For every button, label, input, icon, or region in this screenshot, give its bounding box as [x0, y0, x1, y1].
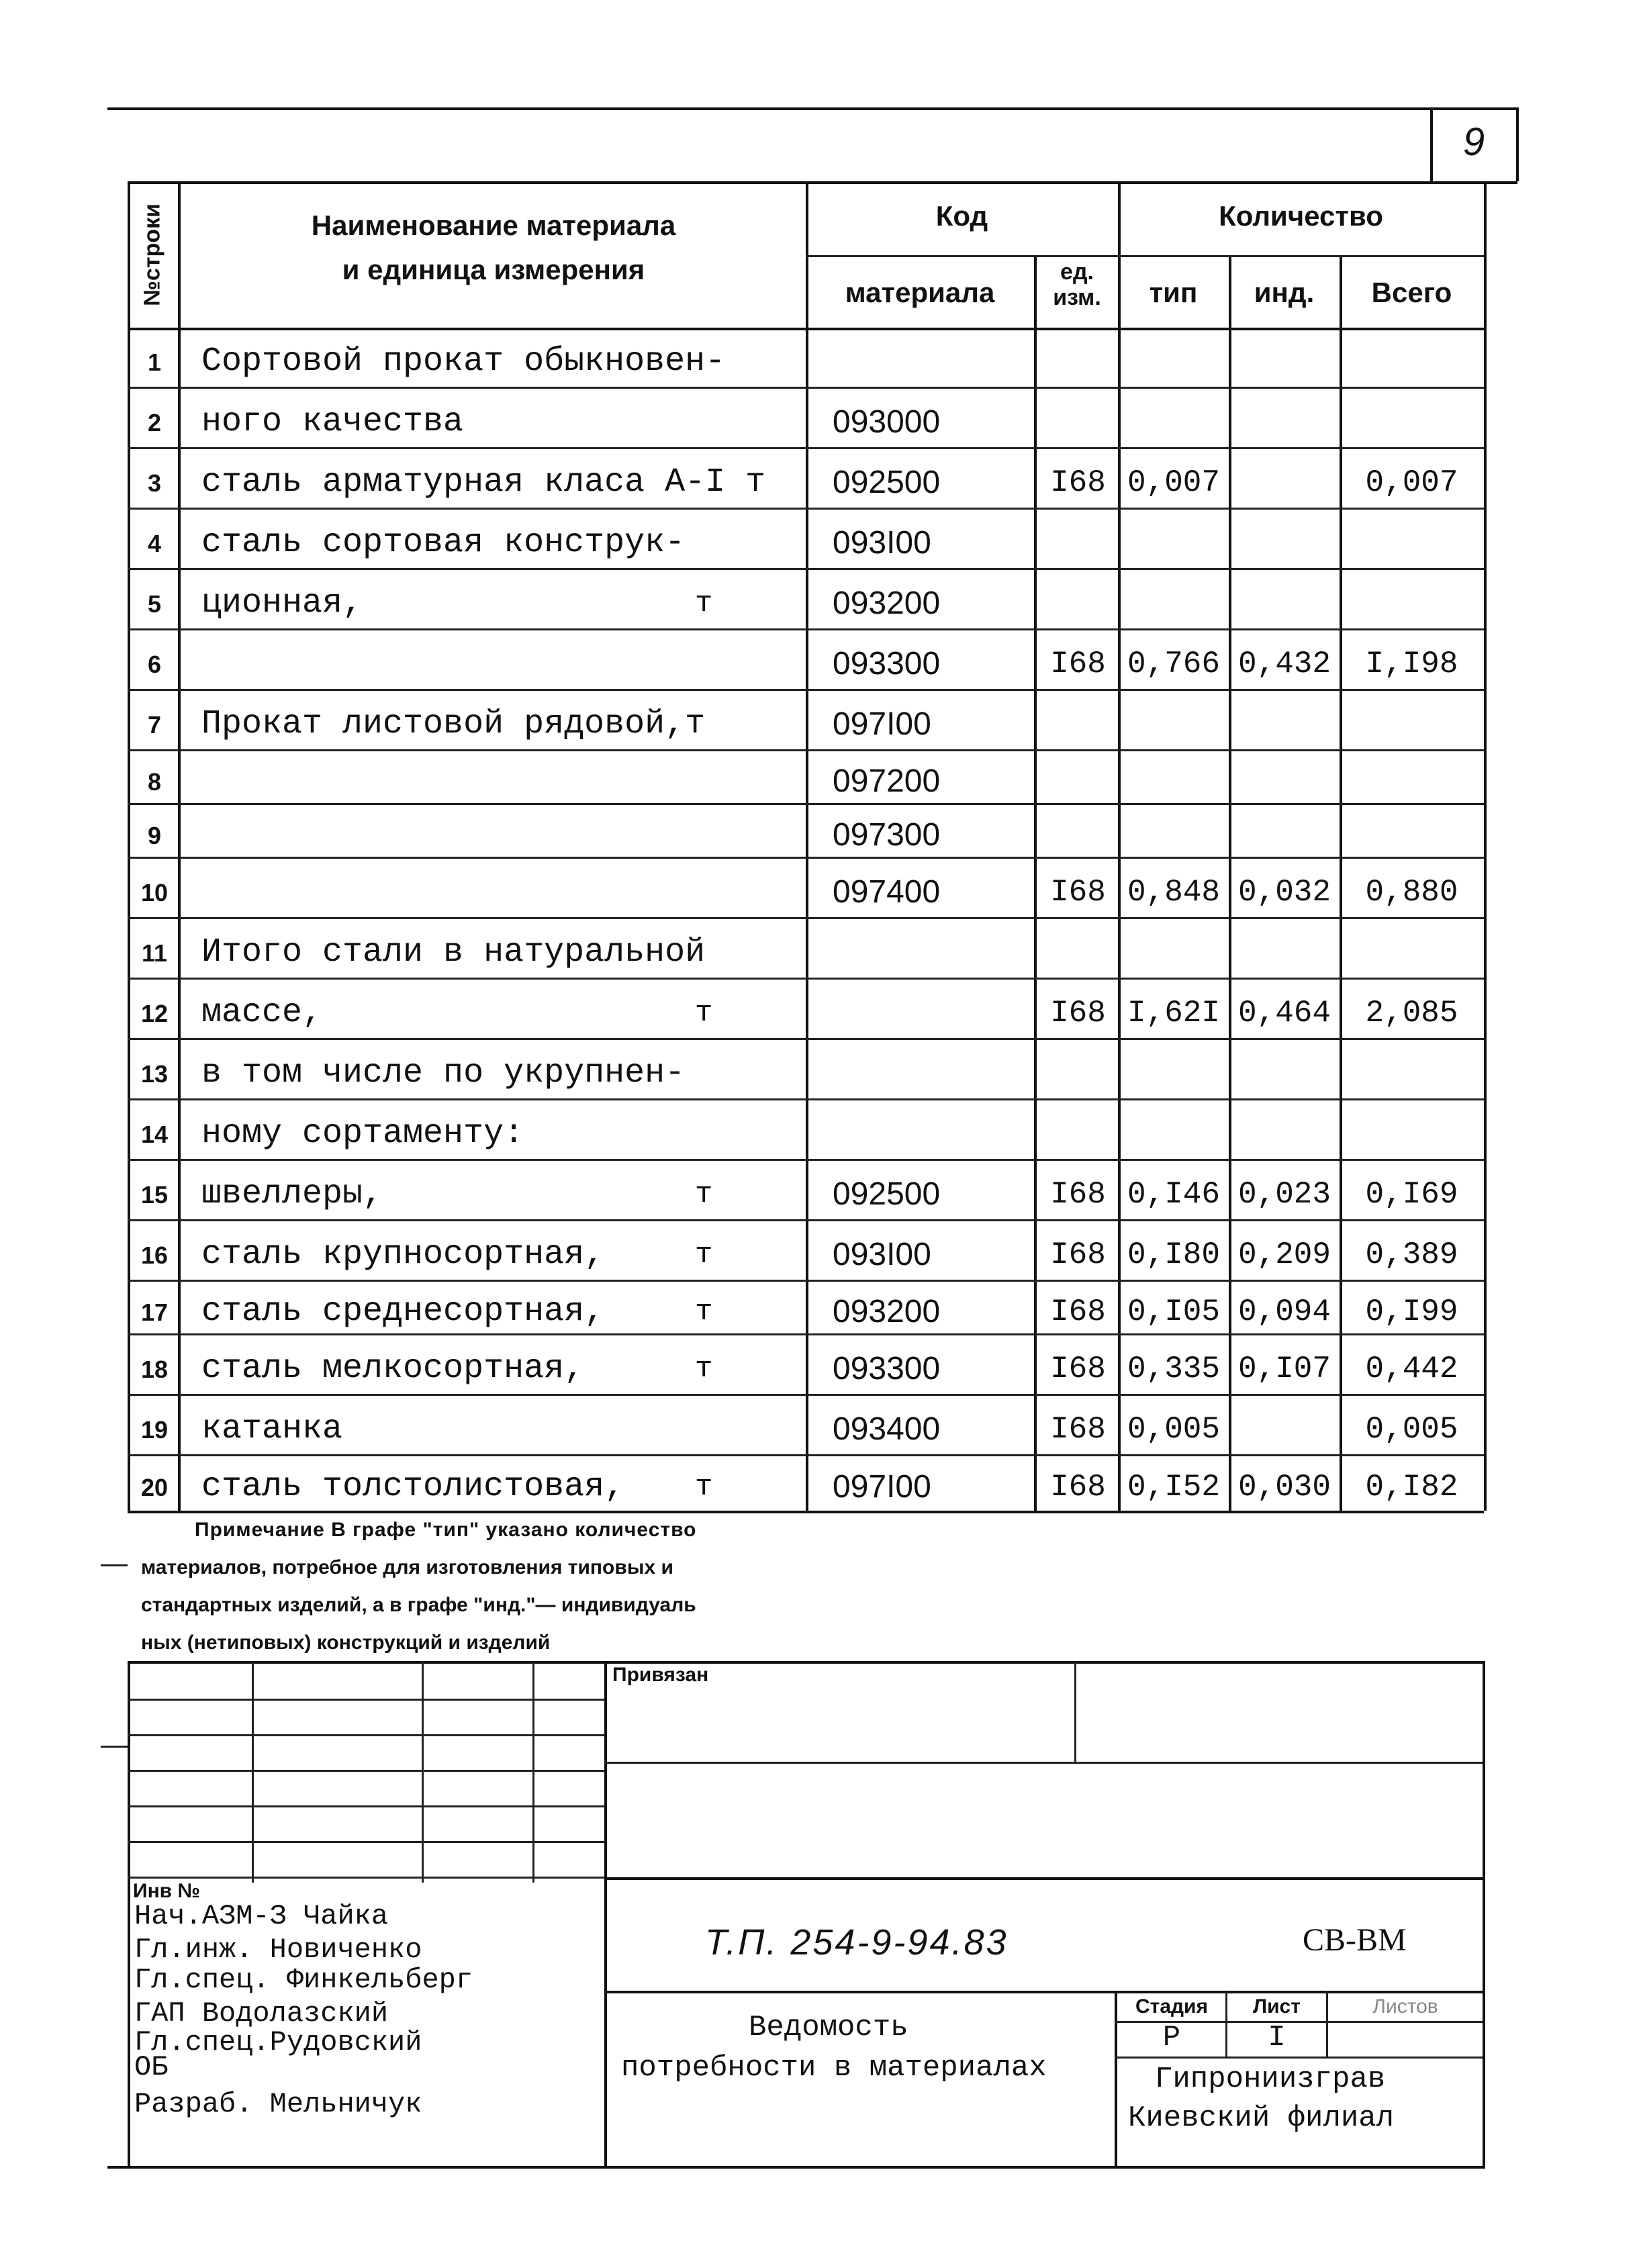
row-number: 10: [140, 879, 169, 906]
material-name: сталь толстолистовая,: [201, 1468, 625, 1506]
row-number: 12: [140, 1000, 169, 1027]
material-code: 093300: [833, 646, 941, 681]
material-name: катанка: [201, 1410, 343, 1448]
row-number: 1: [147, 348, 162, 376]
name-header-line2: и единица измерения: [342, 254, 645, 285]
row-number: 2: [147, 409, 162, 436]
page-number: 9: [1462, 120, 1485, 164]
inv-label: Инв №: [133, 1880, 200, 1902]
quantity-type: 0,007: [1127, 465, 1221, 500]
quantity-total: 0,005: [1365, 1412, 1458, 1447]
note-line3: стандартных изделий, а в графе "инд."— индивидуаль: [141, 1594, 696, 1616]
quantity-ind: 0,094: [1237, 1294, 1331, 1329]
quantity-ind: 0,030: [1237, 1470, 1331, 1505]
row-number: 20: [140, 1474, 169, 1501]
row-number: 7: [147, 711, 162, 739]
title-line2: потребности в материалах: [621, 2051, 1047, 2085]
quantity-type: 0,I46: [1127, 1177, 1221, 1212]
unit-code: I68: [1050, 465, 1106, 500]
material-code: 093I00: [833, 525, 931, 561]
organization-line1: Гипрониизграв: [1155, 2063, 1386, 2096]
material-code: 093400: [833, 1411, 941, 1447]
quantity-ind: 0,032: [1237, 875, 1331, 910]
quantity-type: 0,848: [1127, 875, 1221, 910]
quantity-ind: 0,464: [1237, 996, 1331, 1031]
quantity-total: 2,085: [1365, 996, 1458, 1031]
title-line1: Ведомость: [749, 2011, 908, 2044]
quantity-ind: 0,209: [1237, 1237, 1331, 1272]
code-material-header: материала: [845, 277, 995, 308]
row-number: 14: [140, 1121, 169, 1148]
quantity-total: 0,880: [1365, 875, 1458, 910]
note-line4: ных (нетиповых) конструкций и изделий: [141, 1632, 551, 1654]
row-number: 11: [141, 939, 168, 967]
material-name: в том числе по укрупнен-: [201, 1054, 686, 1092]
sheets-label: Листов: [1372, 1995, 1438, 2018]
bound-label: Привязан: [612, 1664, 709, 1686]
row-number: 15: [140, 1181, 169, 1209]
quantity-ind: 0,023: [1237, 1177, 1331, 1212]
material-code: 097300: [833, 817, 941, 853]
material-name: сталь сортовая конструк-: [201, 524, 686, 562]
document-code: Т.П. 254-9-94.83: [705, 1922, 1009, 1963]
material-name: сталь арматурная класа А-I т: [201, 463, 766, 502]
staff-entry: Нач.АЗМ-З Чайка: [134, 1900, 389, 1932]
material-unit: т: [695, 1238, 713, 1272]
quantity-type: 0,I05: [1127, 1294, 1221, 1329]
stage-label: Стадия: [1135, 1995, 1209, 2018]
material-name: Прокат листовой рядовой,т: [201, 705, 706, 743]
row-number: 4: [147, 530, 162, 557]
material-code: 097I00: [833, 1469, 931, 1505]
material-code: 093200: [833, 1294, 941, 1329]
material-code: 097I00: [833, 706, 931, 742]
unit-code: I68: [1050, 1177, 1106, 1212]
material-unit: т: [695, 1352, 713, 1386]
material-name: сталь среднесортная,: [201, 1292, 605, 1331]
unit-code: I68: [1050, 1470, 1106, 1505]
quantity-total: 0,007: [1365, 465, 1458, 500]
material-name: ционная,: [201, 584, 363, 622]
unit-code: I68: [1050, 647, 1106, 681]
material-name: Итого стали в натуральной: [201, 933, 706, 972]
code-header: Код: [935, 200, 988, 232]
row-number: 9: [147, 822, 162, 849]
note-line2: материалов, потребное для изготовления типовых и: [141, 1556, 673, 1578]
material-code: 097200: [833, 763, 941, 799]
material-code: 092500: [833, 465, 941, 500]
sheet-label: Лист: [1253, 1995, 1301, 2018]
quantity-total: 0,389: [1365, 1237, 1458, 1272]
quantity-type: 0,335: [1127, 1352, 1221, 1386]
unit-code: I68: [1050, 1352, 1106, 1386]
material-name: массе,: [201, 994, 323, 1032]
row-number: 3: [147, 469, 162, 497]
material-name: сталь крупносортная,: [201, 1235, 605, 1274]
quantity-type: I,62I: [1127, 996, 1221, 1031]
note-line1: Примечание В графе "тип" указано количество: [195, 1519, 697, 1541]
quantity-total: 0,I69: [1365, 1177, 1458, 1212]
material-name: ному сортаменту:: [201, 1115, 524, 1153]
material-code: 093200: [833, 585, 941, 621]
row-number: 5: [147, 590, 162, 618]
quantity-type: 0,766: [1127, 647, 1221, 681]
unit-code: I68: [1050, 996, 1106, 1031]
staff-entry: Гл.инж. Новиченко: [134, 1934, 422, 1966]
row-number: 18: [140, 1356, 169, 1383]
material-unit: т: [695, 1178, 713, 1211]
material-code: 093000: [833, 404, 941, 440]
row-number-header: №строки: [139, 203, 165, 306]
code-unit-header: ед. изм.: [1053, 259, 1101, 310]
unit-code: I68: [1050, 1294, 1106, 1329]
name-header-line1: Наименование материала: [311, 209, 676, 241]
material-name: швеллеры,: [201, 1175, 383, 1213]
quantity-ind: 0,432: [1237, 647, 1331, 681]
type-header: тип: [1149, 277, 1198, 308]
material-unit: т: [695, 1295, 713, 1329]
row-number: 16: [140, 1241, 169, 1269]
row-number: 8: [147, 768, 162, 796]
unit-code: I68: [1050, 875, 1106, 910]
quantity-type: 0,005: [1127, 1412, 1221, 1447]
quantity-ind: 0,I07: [1237, 1352, 1331, 1386]
material-name: ного качества: [201, 403, 464, 441]
unit-code: I68: [1050, 1237, 1106, 1272]
sheet-code: СВ-ВМ: [1303, 1922, 1407, 1958]
organization-line2: Киевский филиал: [1128, 2101, 1395, 2135]
stage-value: Р: [1162, 2021, 1181, 2054]
quantity-total: 0,442: [1365, 1352, 1458, 1386]
sheet-value: I: [1268, 2021, 1286, 2054]
quantity-total: 0,I99: [1365, 1294, 1458, 1329]
quantity-total: I,I98: [1365, 647, 1458, 681]
row-number: 19: [140, 1416, 169, 1444]
quantity-type: 0,I80: [1127, 1237, 1221, 1272]
staff-entry: Гл.спец. Финкельберг: [134, 1964, 473, 1996]
material-code: 093I00: [833, 1237, 931, 1272]
material-unit: т: [695, 587, 713, 620]
total-header: Всего: [1371, 277, 1452, 308]
quantity-header: Количество: [1219, 200, 1383, 232]
material-unit: т: [695, 1470, 713, 1504]
ind-header: инд.: [1254, 277, 1315, 308]
unit-code: I68: [1050, 1412, 1106, 1447]
row-number: 17: [140, 1298, 169, 1326]
quantity-total: 0,I82: [1365, 1470, 1458, 1505]
quantity-type: 0,I52: [1127, 1470, 1221, 1505]
material-code: 093300: [833, 1351, 941, 1386]
staff-entry: ГАП Водолазский: [134, 1997, 389, 2030]
material-unit: т: [695, 996, 713, 1030]
material-name: сталь мелкосортная,: [201, 1350, 585, 1388]
material-code: 092500: [833, 1176, 941, 1212]
staff-entry: ОБ: [134, 2051, 169, 2083]
staff-entry: Гл.спец.Рудовский: [134, 2026, 422, 2059]
material-name: Сортовой прокат обыкновен-: [201, 342, 726, 381]
material-code: 097400: [833, 874, 941, 910]
row-number: 13: [140, 1060, 169, 1088]
staff-entry: Разраб. Мельничук: [134, 2088, 422, 2120]
row-number: 6: [147, 651, 162, 678]
